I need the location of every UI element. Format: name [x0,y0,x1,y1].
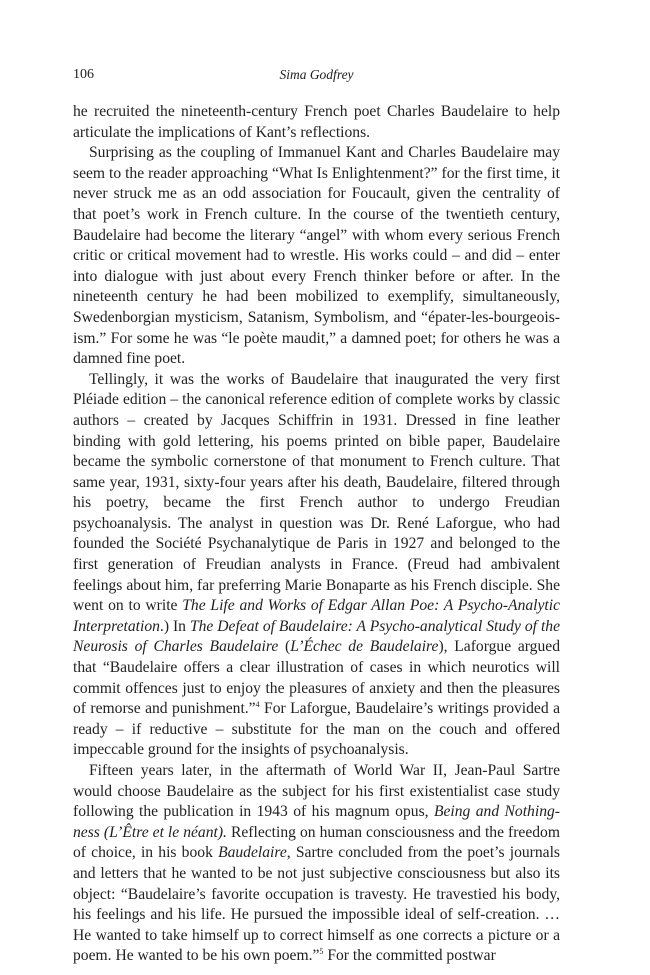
body-text [73,102,560,967]
paragraph-text: Surprising as the coupling of Immanuel Kant and Charles Baudelaire may seem to the reader approaching “What Is Enlightenment?” for the first time, it never struck me as an odd association for Foucault, given the centrality of that poet’s work in French culture. In the course of the twentieth century, Baudelaire had become the literary “angel” with whom every serious French critic or critical movement had to wrestle. His works could – and did – enter into dialogue with just about every French thinker before or after. In the nineteenth century he had been mobilized to exemplify, simultaneously, Swedenborgian mysticism, Satanism, Symbolism, and “épater-les-bourgeois-ism.” For some he was “le poète maudit,” a damned poet; for others he was a damned fine poet. [73,144,560,368]
paragraph [73,370,560,761]
paragraph-text: , Sartre concluded from the poet’s journals and letters that he wanted to be not just subjective consciousness but also its object: “Baudelaire’s favorite occupation is travesty. He travestied his body, his feelings and his life. He pursued the impossible ideal of self-creation. … He wanted to take himself up to correct himself as one corrects a picture or a poem. He wanted to be his own poem.” [73,844,560,965]
paragraph-text: ( [278,638,291,656]
running-title: Sima Godfrey [279,67,354,82]
paragraph-text: Fifteen years later, in the aftermath of World War II, Jean-Paul Sartre would choose Baudelaire as the subject for his first existentialist case study following the publication in 1943 of his magnum opus, [73,762,560,821]
running-head [73,64,560,86]
book-title: Being and Nothingness (L’Être et le néant). [73,803,560,841]
paragraph [73,761,560,967]
footnote-ref: 4 [255,700,260,710]
paragraph-text: .) In [159,617,190,635]
book-title: L’Échec de Baudelaire [290,638,439,656]
page-number: 106 [73,67,94,82]
book-title: The Life and Works of Edgar Allan Poe: A Psycho-Analytic Interpretation [73,597,561,635]
paragraph [73,143,560,370]
paragraph-text: Tellingly, it was the works of Baudelaire that inaugurated the very first Pléiade edition – the canonical reference edition of complete works by classic authors – created by Jacques Schiffrin in 1931. Dressed in fine leather binding with gold lettering, his poems printed on bible paper, Baudelaire became the symbolic cornerstone of that monument to French culture. That same year, 1931, sixty-four years after his death, Baudelaire, filtered through his poetry, became the first French author to undergo Freudian psychoanalysis. The analyst in question was Dr. René Laforgue, who had founded the Société Psychanalytique de Paris in 1927 and belonged to the first generation of Freudian analysts in France. (Freud had ambivalent feelings about him, far preferring Marie Bonaparte as his French disciple. She went on to write [73,370,560,615]
book-title: Baudelaire [218,844,287,862]
paragraph [73,102,560,143]
paragraph-text: Reflecting on human consciousness and the freedom of choice, in his book [73,823,560,862]
book-title: The Defeat of Baudelaire: A Psycho-analytical Study of the Neurosis of Charles Baudelaire [73,617,560,656]
paragraph-text: ), Laforgue argued that “Baudelaire offers a clear illustration of cases in which neurotics will commit offences just to enjoy the pleasures of anxiety and then the pleasures of remorse and punishment.” [73,638,560,718]
paragraph-text: he recruited the nineteenth-century French poet Charles Baudelaire to help articulate the implications of Kant’s reflections. [73,103,560,141]
footnote-ref: 5 [319,947,324,957]
paragraph-text: For the committed postwar [323,947,496,965]
paragraph-text: For Laforgue, Baudelaire’s writings provided a ready – if reductive – substitute for the man on the couch and offered impeccable ground for the insights of psychoanalysis. [73,700,561,759]
book-page [73,64,560,967]
